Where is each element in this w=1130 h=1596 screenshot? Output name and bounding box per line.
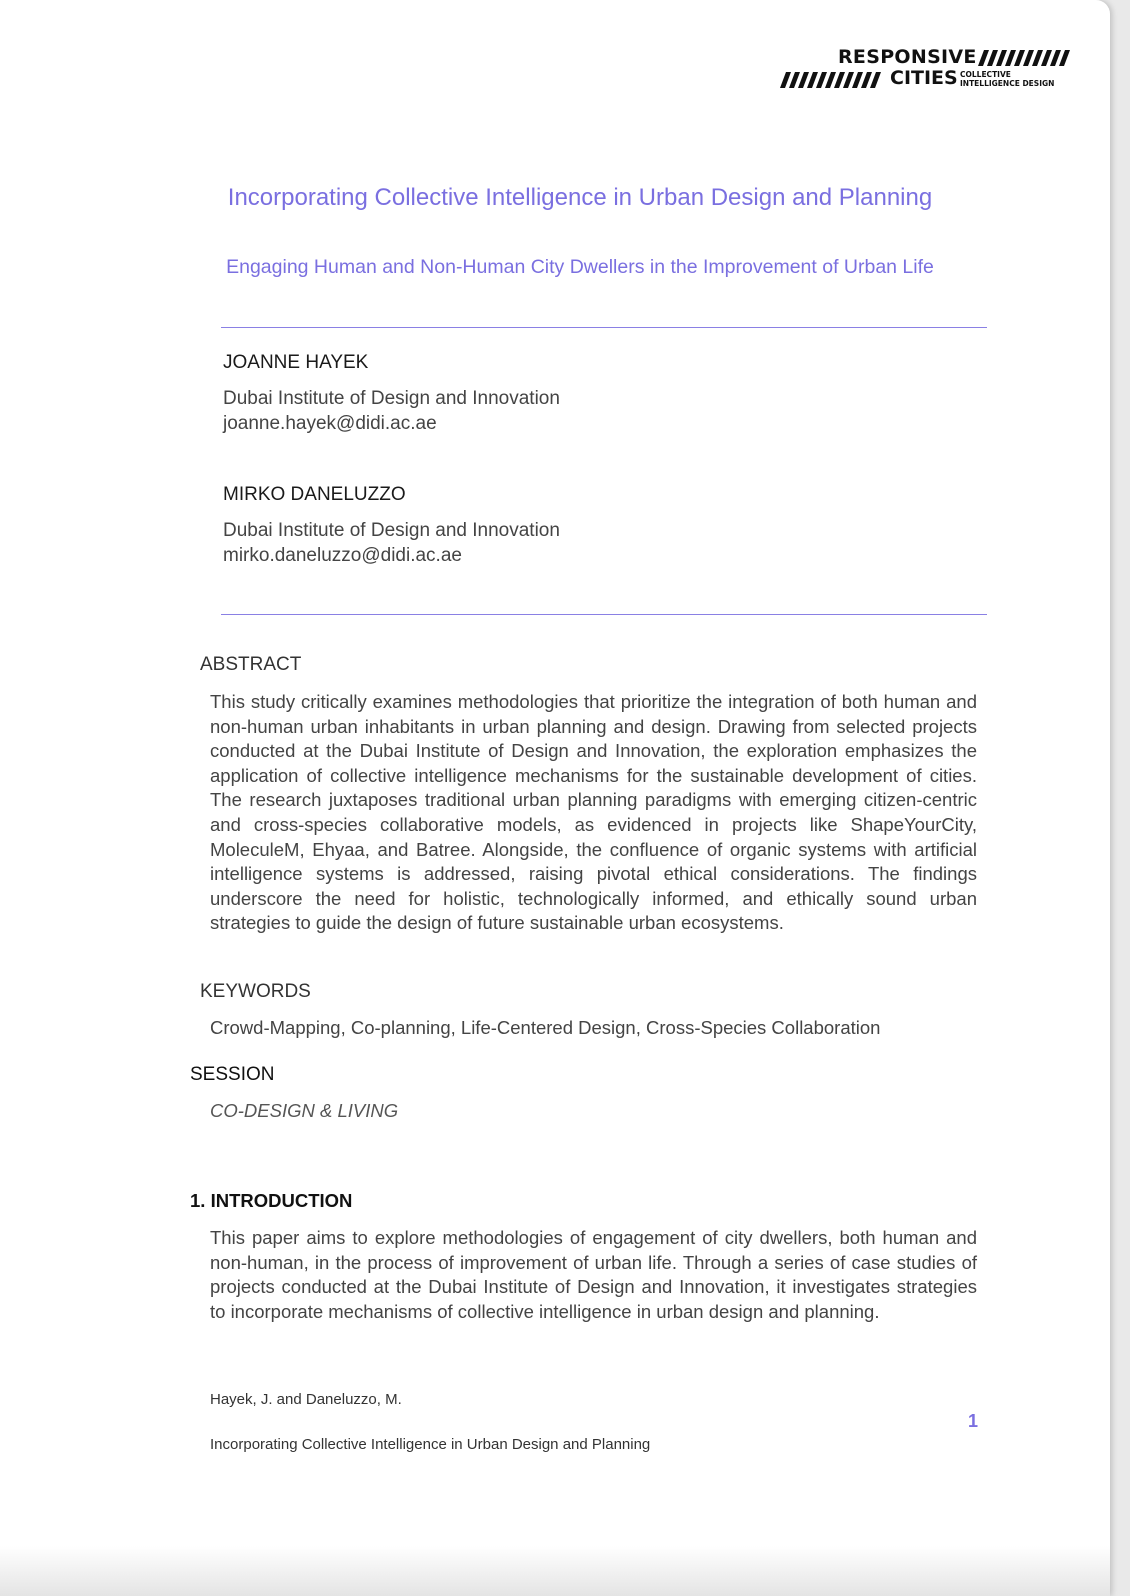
logo-tagline-line-2: INTELLIGENCE DESIGN [960,79,1055,88]
divider-bottom [221,614,987,615]
footer-title: Incorporating Collective Intelligence in Urban Design and Planning [210,1436,651,1453]
keywords-label: KEYWORDS [200,981,311,1002]
author-affiliation-2: Dubai Institute of Design and Innovation [223,520,560,541]
paper-title: Incorporating Collective Intelligence in Urban Design and Planning [227,184,933,211]
paper-subtitle: Engaging Human and Non-Human City Dwellers in the Improvement of Urban Life [226,256,934,278]
keywords-text: Crowd-Mapping, Co-planning, Life-Centered Design, Cross-Species Collaboration [210,1017,881,1038]
author-name-1: JOANNE HAYEK [223,352,369,373]
author-email-1: joanne.hayek@didi.ac.ae [223,413,437,434]
page-bottom-shadow [0,1546,1110,1596]
author-name-2: MIRKO DANELUZZO [223,484,406,505]
logo-stripes-top-icon [978,50,1076,66]
logo-tagline-line-1: COLLECTIVE [960,70,1011,79]
introduction-text: This paper aims to explore methodologies of engagement of city dwellers, both human and non-human, in the process of improvement of urban life. Through a series of case studies of projects conducted at the Dubai Institute of Design and Innovation, it investigates strategies to incorporate mechanisms of collective intelligence in urban design and planning. [210,1227,977,1322]
session-label: SESSION [190,1064,275,1085]
abstract-text: This study critically examines methodologies that prioritize the integration of both human and non-human urban inhabitants in urban planning and design. Drawing from selected projects conducted at the Dubai Institute of Design and Innovation, the exploration emphasizes the application of collective intelligence mechanisms for the sustainable development of cities. The research juxtaposes traditional urban planning paradigms with emerging citizen-centric and cross-species collaborative models, as evidenced in projects like ShapeYourCity, MoleculeM, Ehyaa, and Batree. Alongside, the confluence of organic systems with artificial intelligence systems is addressed, raising pivotal ethical considerations. The findings underscore the need for holistic, technologically informed, and ethically sound urban strategies to guide the design of future sustainable urban ecosystems. [210,691,977,934]
footer-authors: Hayek, J. and Daneluzzo, M. [210,1391,402,1408]
logo-wordmark-cities: CITIES [890,67,958,89]
logo-wordmark-responsive: RESPONSIVE [838,46,977,68]
introduction-heading: 1. INTRODUCTION [190,1190,353,1211]
logo-tagline [960,70,1054,88]
logo-stripes-bottom-icon [780,72,886,88]
abstract-label: ABSTRACT [200,654,302,675]
session-value: CO-DESIGN & LIVING [210,1100,399,1121]
author-email-2: mirko.daneluzzo@didi.ac.ae [223,545,462,566]
responsive-cities-logo [780,46,1080,92]
author-affiliation-1: Dubai Institute of Design and Innovation [223,388,560,409]
page-number: 1 [968,1411,979,1431]
divider-top [221,327,987,328]
